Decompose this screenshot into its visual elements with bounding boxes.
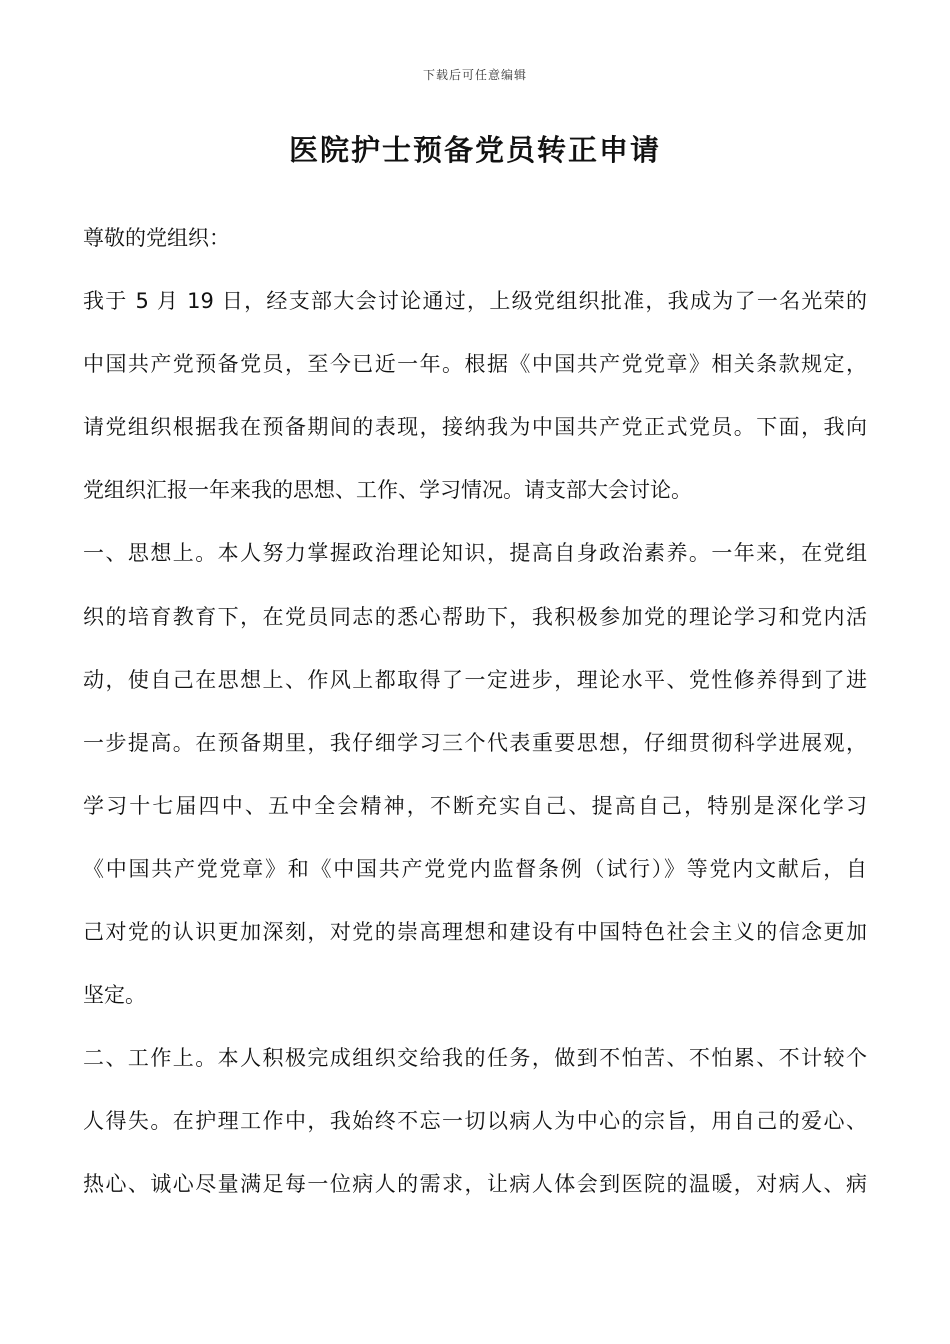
header-note: 下载后可任意编辑 — [422, 68, 527, 82]
body-line: 中国共产党预备党员，至今已近一年。根据《中国共产党党章》相关条款规定， — [83, 352, 867, 377]
body-line: 一步提高。在预备期里，我仔细学习三个代表重要思想，仔细贯彻科学进展观， — [83, 730, 867, 755]
body-line: 请党组织根据我在预备期间的表现，接纳我为中国共产党正式党员。下面，我向 — [83, 415, 867, 440]
body-line: 人得失。在护理工作中，我始终不忘一切以病人为中心的宗旨，用自己的爱心、 — [83, 1109, 867, 1134]
body-line: 一、思想上。本人努力掌握政治理论知识，提高自身政治素养。一年来，在党组 — [83, 541, 867, 566]
body-line: 《中国共产党党章》和《中国共产党党内监督条例（试行）》等党内文献后，自 — [83, 856, 867, 881]
body-line: 我于 5 月 19 日，经支部大会讨论通过，上级党组织批准，我成为了一名光荣的 — [83, 289, 867, 314]
body-line: 党组织汇报一年来我的思想、工作、学习情况。请支部大会讨论。 — [83, 478, 692, 503]
body-line: 热心、诚心尽量满足每一位病人的需求，让病人体会到医院的温暖，对病人、病 — [83, 1172, 867, 1197]
document-body — [83, 219, 867, 1229]
body-line: 动，使自己在思想上、作风上都取得了一定进步，理论水平、党性修养得到了进 — [83, 667, 867, 692]
body-line: 坚定。 — [83, 983, 146, 1008]
salutation-line: 尊敬的党组织： — [83, 226, 230, 250]
body-line: 学习十七届四中、五中全会精神，不断充实自己、提高自己，特别是深化学习 — [83, 793, 867, 818]
body-line: 二、工作上。本人积极完成组织交给我的任务，做到不怕苦、不怕累、不计较个 — [83, 1046, 867, 1071]
body-line: 己对党的认识更加深刻，对党的崇高理想和建设有中国特色社会主义的信念更加 — [83, 920, 867, 945]
body-line: 织的培育教育下，在党员同志的悉心帮助下，我积极参加党的理论学习和党内活 — [83, 604, 867, 629]
document-title: 医院护士预备党员转正申请 — [288, 133, 661, 167]
